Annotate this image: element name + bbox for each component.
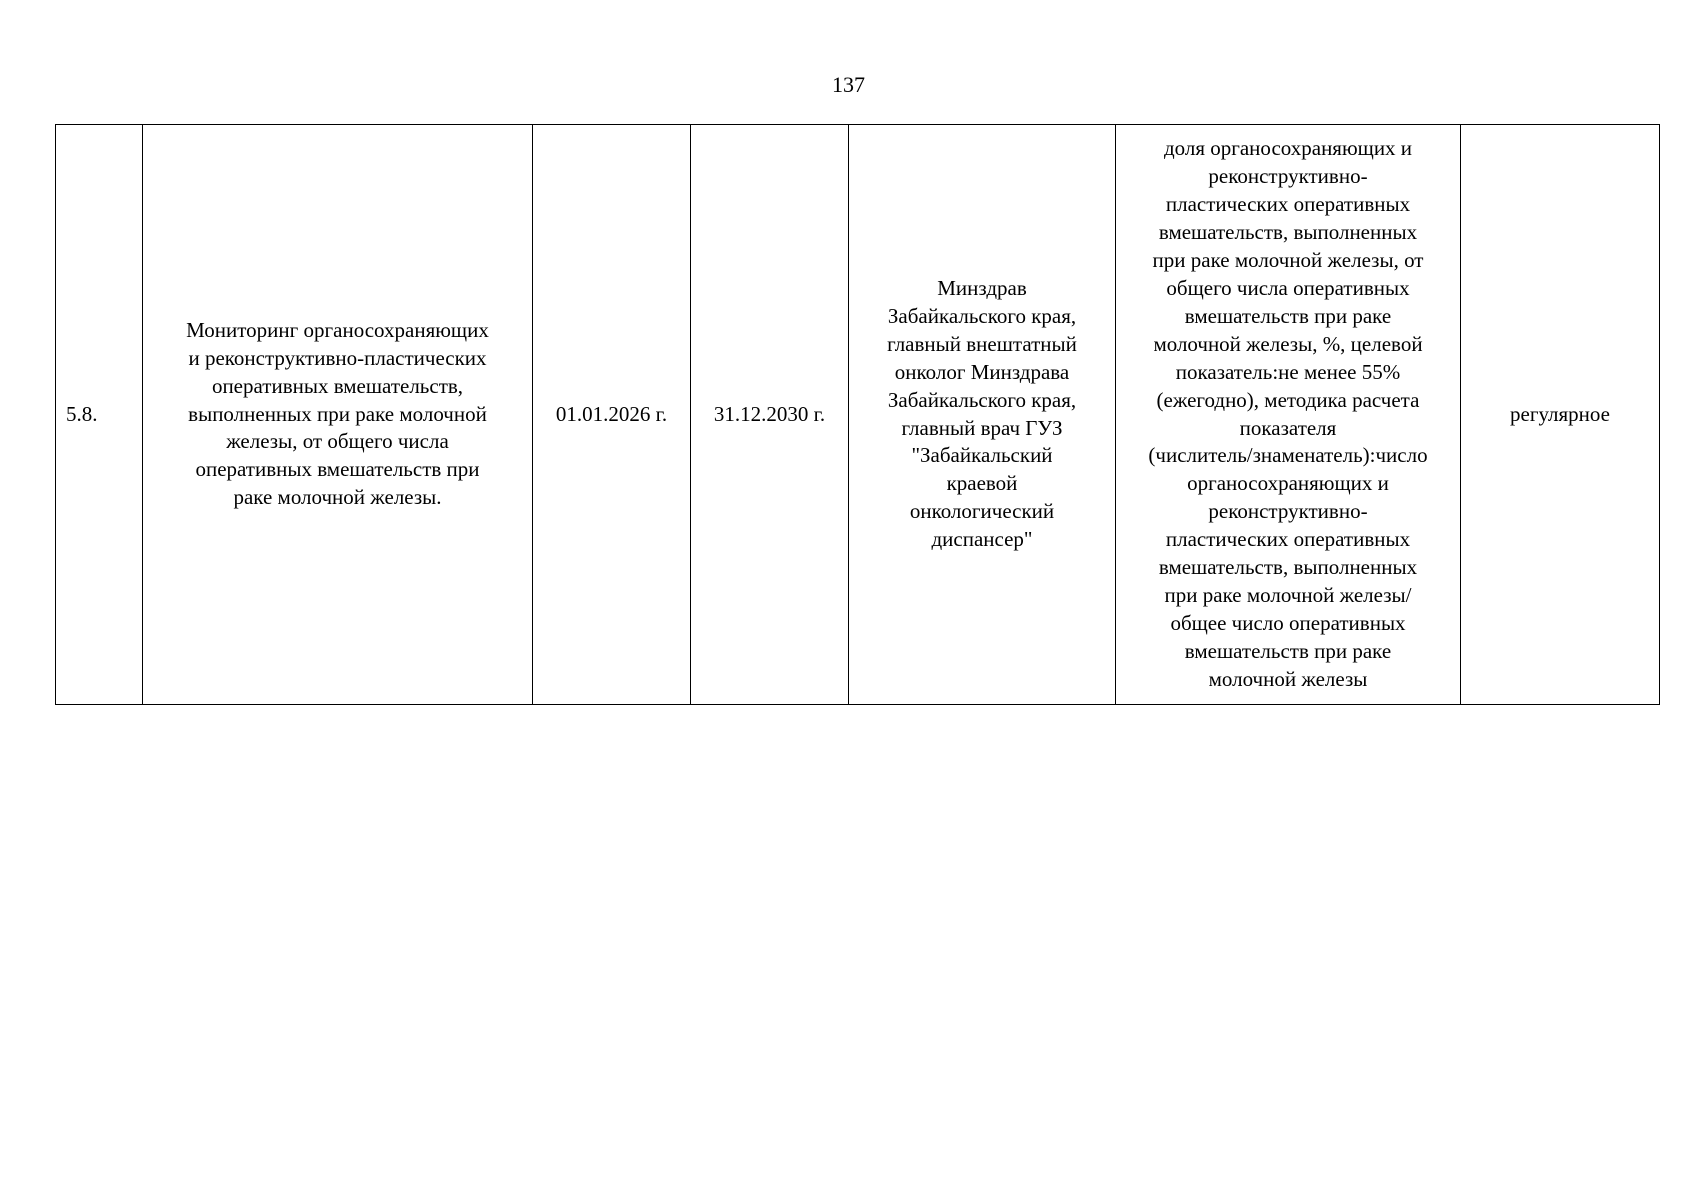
indicator-line: пластических оперативных [1165,527,1411,552]
responsible-line: Забайкальского края, [887,303,1077,328]
responsible-line: главный внештатный [887,331,1077,356]
item-number-cell: 5.8. [56,125,143,705]
event-line: оперативных вмешательств при [195,457,480,482]
indicator-line: вмешательств при раке [1184,303,1392,328]
indicator-line: молочной железы [1208,666,1368,691]
event-line: оперативных вмешательств, [211,373,464,398]
event-line: и реконструктивно-пластических [188,345,487,370]
responsible-line: "Забайкальский [911,443,1053,468]
event-line: раке молочной железы. [233,485,442,510]
frequency-cell: регулярное [1461,125,1660,705]
indicator-line: пластических оперативных [1165,192,1411,217]
indicator-line: (числитель/знаменатель):число [1148,443,1428,468]
responsible-line: главный врач ГУЗ [901,415,1063,440]
responsible-line: Минздрав [937,275,1027,300]
indicator-line: реконструктивно- [1208,499,1368,524]
start-date-cell: 01.01.2026 г. [533,125,691,705]
indicator-line: общее число оперативных [1170,610,1406,635]
indicator-line: общего числа оперативных [1166,275,1410,300]
end-date-cell: 31.12.2030 г. [691,125,849,705]
indicator-line: вмешательств, выполненных [1158,220,1418,245]
indicator-line: органосохраняющих и [1187,471,1389,496]
indicator-line: вмешательств при раке [1184,638,1392,663]
indicator-line: (ежегодно), методика расчета [1156,387,1420,412]
event-line: железы, от общего числа [226,429,449,454]
responsible-line: краевой [946,471,1018,496]
page-number: 137 [832,72,865,97]
event-line: Мониторинг органосохраняющих [186,317,489,342]
indicator-line: показателя [1239,415,1337,440]
indicator-line: при раке молочной железы, от [1152,248,1424,273]
indicator-line: при раке молочной железы/ [1164,582,1412,607]
responsible-cell [849,125,1116,705]
indicator-line: доля органосохраняющих и [1163,136,1413,161]
event-description-cell [143,125,533,705]
responsible-line: онкологический [909,499,1055,524]
indicator-line: вмешательств, выполненных [1158,555,1418,580]
responsible-line: диспансер" [931,527,1033,552]
responsible-line: онколог Минздрава [894,359,1070,384]
plan-table [55,124,1660,705]
responsible-line: Забайкальского края, [887,387,1077,412]
table-row [56,125,1660,705]
indicator-cell [1116,125,1461,705]
indicator-line: показатель:не менее 55% [1175,359,1401,384]
event-line: выполненных при раке молочной [188,401,487,426]
indicator-line: реконструктивно- [1208,164,1368,189]
indicator-line: молочной железы, %, целевой [1153,331,1423,356]
